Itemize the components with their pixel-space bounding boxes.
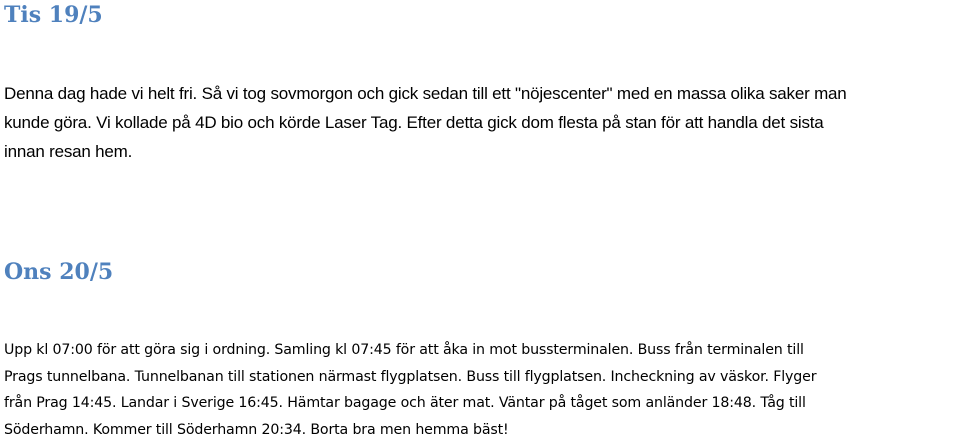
paragraph-line: Upp kl 07:00 för att göra sig i ordning. Samling kl 07:45 för att åka in mot bussterminalen. Buss från terminalen till	[4, 342, 804, 358]
paragraph-line: innan resan hem.	[4, 142, 133, 161]
section-paragraph-ons	[4, 337, 954, 443]
section-paragraph-tis	[4, 79, 954, 166]
paragraph-line: från Prag 14:45. Landar i Sverige 16:45. Hämtar bagage och äter mat. Väntar på tåget som anländer 18:48. Tåg till	[4, 395, 806, 411]
paragraph-line: Prags tunnelbana. Tunnelbanan till stationen närmast flygplatsen. Buss till flygplatsen. Incheckning av väskor. Flyger	[4, 368, 817, 385]
section-heading-tis: Tis 19/5	[4, 2, 103, 28]
paragraph-line: Denna dag hade vi helt fri. Så vi tog sovmorgon och gick sedan till ett "nöjescenter" med en massa olika saker man	[4, 84, 847, 103]
section-heading-ons: Ons 20/5	[4, 259, 114, 285]
paragraph-line: Söderhamn. Kommer till Söderhamn 20:34. Borta bra men hemma bäst!	[4, 421, 509, 438]
paragraph-line: kunde göra. Vi kollade på 4D bio och körde Laser Tag. Efter detta gick dom flesta på stan för att handla det sista	[4, 113, 824, 132]
